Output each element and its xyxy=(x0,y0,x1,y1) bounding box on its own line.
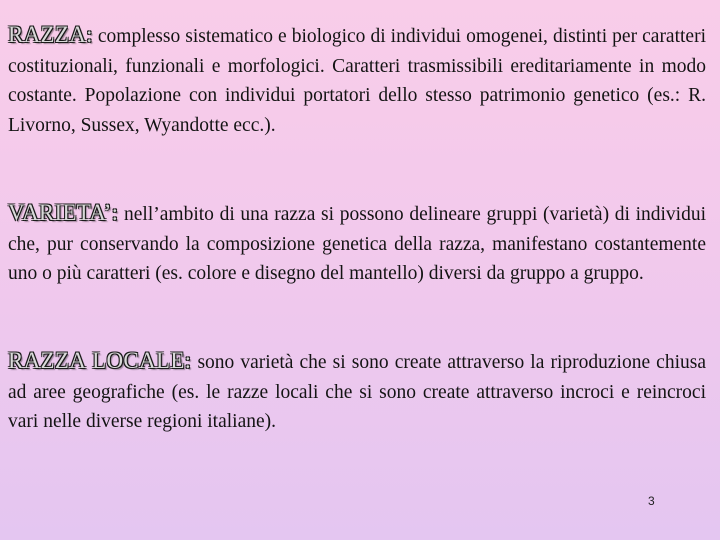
definition-text-razza-locale: sono varietà che si sono create attraverso la riproduzione chiusa ad aree geografiche (es. le razze locali che si sono create attraverso incroci e reincroci vari nelle diverse regioni italiane). xyxy=(8,352,707,432)
definition-text-varieta: nell’ambito di una razza si possono delineare gruppi (varietà) di individui che, pur conservando la composizione genetica della razza, manifestano costantemente uno o più caratteri (es. colore e disegno del mantello) diversi da gruppo a gruppo. xyxy=(8,204,707,284)
page-number: 3 xyxy=(648,494,655,508)
term-varieta: VARIETA’: xyxy=(8,200,119,225)
definition-razza xyxy=(8,20,706,140)
term-razza-locale: RAZZA LOCALE: xyxy=(8,348,192,373)
definition-razza-locale xyxy=(8,346,706,437)
definition-varieta xyxy=(8,198,706,289)
term-razza: RAZZA: xyxy=(8,22,93,47)
definition-text-razza: complesso sistematico e biologico di individui omogenei, distinti per caratteri costituzionali, funzionali e morfologici. Caratteri trasmissibili ereditariamente in modo costante. Popolazione con individui portatori dello stesso patrimonio genetico (es.: R. Livorno, Sussex, Wyandotte ecc.). xyxy=(8,26,706,136)
